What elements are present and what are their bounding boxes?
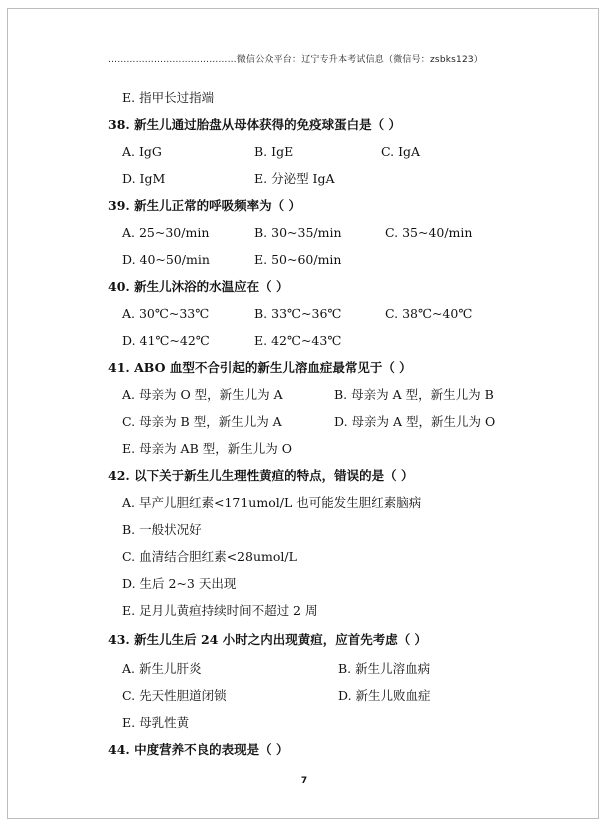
question-38-stem: 38. 新生儿通过胎盘从母体获得的免疫球蛋白是（ ）: [108, 117, 401, 132]
question-42-option-a: A. 早产儿胆红素<171umol/L 也可能发生胆红素脑病: [122, 495, 422, 510]
question-40-option-d: D. 41℃~42℃: [122, 333, 210, 348]
question-39-option-d: D. 40~50/min: [122, 252, 210, 267]
question-43-option-d: D. 新生儿败血症: [338, 688, 431, 703]
question-40-stem: 40. 新生儿沐浴的水温应在（ ）: [108, 279, 289, 294]
question-41-option-a: A. 母亲为 O 型，新生儿为 A: [122, 387, 283, 402]
question-39-stem: 39. 新生儿正常的呼吸频率为（ ）: [108, 198, 301, 213]
question-42-option-b: B. 一般状况好: [122, 522, 202, 537]
question-39-option-c: C. 35~40/min: [385, 225, 473, 240]
question-38-option-c: C. IgA: [381, 144, 421, 159]
question-43-option-b: B. 新生儿溶血病: [338, 661, 431, 676]
question-41-option-c: C. 母亲为 B 型，新生儿为 A: [122, 414, 282, 429]
question-38-option-b: B. IgE: [254, 144, 294, 159]
question-38-option-d: D. IgM: [122, 171, 166, 186]
question-42-option-e: E. 足月儿黄疸持续时间不超过 2 周: [122, 603, 318, 618]
page-number: 7: [300, 776, 308, 786]
question-43-option-c: C. 先天性胆道闭锁: [122, 688, 227, 703]
question-40-option-c: C. 38℃~40℃: [385, 306, 473, 321]
question-43-option-a: A. 新生儿肝炎: [122, 661, 202, 676]
question-41-option-b: B. 母亲为 A 型，新生儿为 B: [334, 387, 494, 402]
question-42-stem: 42. 以下关于新生儿生理性黄疸的特点，错误的是（ ）: [108, 468, 414, 483]
previous-question-option-e: E. 指甲长过指端: [122, 90, 215, 105]
question-40-option-e: E. 42℃~43℃: [254, 333, 342, 348]
question-43-stem: 43. 新生儿生后 24 小时之内出现黄疸，应首先考虑（ ）: [108, 632, 428, 647]
question-38-option-a: A. IgG: [122, 144, 162, 159]
question-41-stem: 41. ABO 血型不合引起的新生儿溶血症最常见于（ ）: [108, 360, 412, 375]
question-43-option-e: E. 母乳性黄: [122, 715, 190, 730]
question-41-option-e: E. 母亲为 AB 型，新生儿为 O: [122, 441, 292, 456]
page-header: ……………………………………微信公众平台：辽宁专升本考试信息（微信号：zsbks123）: [108, 55, 484, 65]
question-38-option-e: E. 分泌型 IgA: [254, 171, 335, 186]
question-39-option-a: A. 25~30/min: [122, 225, 210, 240]
question-39-option-b: B. 30~35/min: [254, 225, 342, 240]
question-41-option-d: D. 母亲为 A 型，新生儿为 O: [334, 414, 496, 429]
question-39-option-e: E. 50~60/min: [254, 252, 342, 267]
question-42-option-c: C. 血清结合胆红素<28umol/L: [122, 549, 297, 564]
question-44-stem: 44. 中度营养不良的表现是（ ）: [108, 742, 289, 757]
question-40-option-a: A. 30℃~33℃: [122, 306, 210, 321]
question-42-option-d: D. 生后 2~3 天出现: [122, 576, 237, 591]
question-40-option-b: B. 33℃~36℃: [254, 306, 342, 321]
